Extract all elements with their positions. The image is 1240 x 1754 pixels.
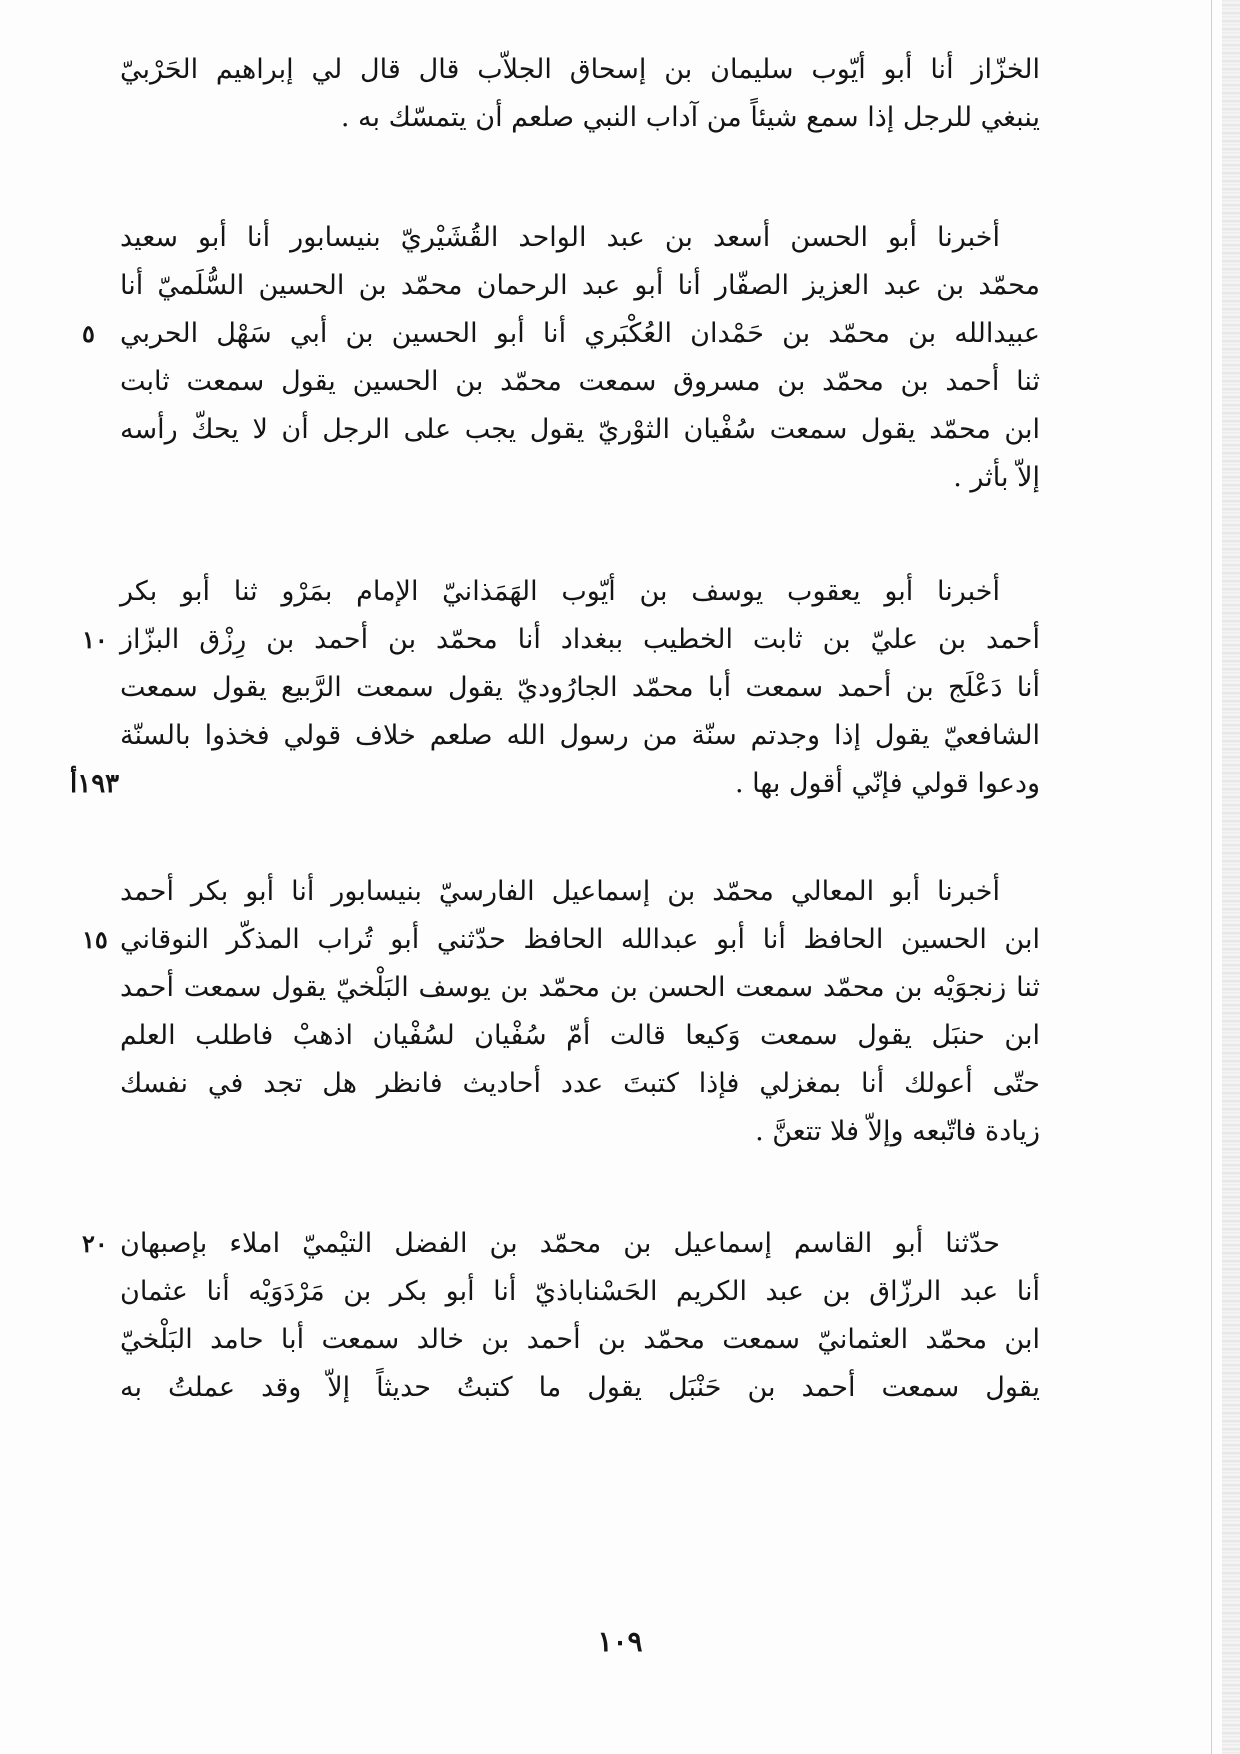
text-line-with-marker bbox=[82, 916, 1040, 964]
line-number-marker: ١٠ bbox=[82, 625, 108, 654]
paragraph-1 bbox=[120, 46, 1040, 142]
text-line: أنا عبد الرزّاق بن عبد الكريم الحَسْناباذيّ أنا أبو بكر بن مَرْدَوَيْه أنا عثمان bbox=[120, 1276, 1040, 1307]
text-line: ابن محمّد العثمانيّ سمعت محمّد بن أحمد بن خالد سمعت أبا حامد البَلْخيّ bbox=[120, 1324, 1040, 1355]
text-line: حدّثنا أبو القاسم إسماعيل بن محمّد بن الفضل التيْميّ املاء بإصبهان bbox=[120, 1228, 1000, 1259]
scan-line bbox=[1211, 0, 1212, 1754]
page-number: ١٠٩ bbox=[597, 1625, 643, 1658]
text-line: أحمد بن عليّ بن ثابت الخطيب ببغداد أنا محمّد بن أحمد بن رِزْق البزّاز bbox=[120, 624, 1040, 655]
line-number-marker: ٢٠ bbox=[82, 1229, 108, 1258]
text-line: ثنا أحمد بن محمّد بن مسروق سمعت محمّد بن الحسين يقول سمعت ثابت bbox=[120, 366, 1040, 397]
text-line: ابن حنبَل يقول سمعت وَكيعا قالت أمّ سُفْيان لسُفْيان اذهبْ فاطلب العلم bbox=[120, 1020, 1040, 1051]
text-line: عبيدالله بن محمّد بن حَمْدان العُكْبَري أنا أبو الحسين بن أبي سَهْل الحربي bbox=[120, 318, 1040, 349]
text-line: ثنا زنجوَيْه بن محمّد سمعت الحسن بن محمّد بن يوسف البَلْخيّ يقول سمعت أحمد bbox=[120, 972, 1040, 1003]
text-line-with-marker bbox=[82, 310, 1040, 358]
text-line: ابن الحسين الحافظ أنا أبو عبدالله الحافظ حدّثني أبو تُراب المذكّر النوقاني bbox=[120, 924, 1040, 955]
line-number-marker: ١٥ bbox=[82, 925, 108, 954]
text-line: ابن محمّد يقول سمعت سُفْيان الثوْريّ يقول يجب على الرجل أن لا يحكّ رأسه bbox=[120, 414, 1040, 445]
paragraph-5 bbox=[82, 1220, 1040, 1412]
text-line: إلاّ بأثر . bbox=[953, 462, 1040, 493]
text-line: زيادة فاتّبعه وإلاّ فلا تتعنَّ . bbox=[755, 1116, 1040, 1147]
paragraph-3 bbox=[70, 568, 1040, 808]
text-line: الخزّاز أنا أبو أيّوب سليمان بن إسحاق الجلاّب قال قال لي إبراهيم الحَرْبيّ bbox=[120, 54, 1040, 85]
text-line: أخبرنا أبو يعقوب يوسف بن أيّوب الهَمَذانيّ الإمام بمَرْو ثنا أبو بكر bbox=[120, 576, 1000, 607]
text-line: أنا دَعْلَج بن أحمد سمعت أبا محمّد الجارُوديّ يقول سمعت الرَّبيع يقول سمعت bbox=[120, 672, 1040, 703]
paragraph-4 bbox=[82, 868, 1040, 1156]
text-line-with-folio bbox=[70, 760, 1040, 808]
text-line: ودعوا قولي فإنّي أقول بها . bbox=[734, 768, 1040, 799]
text-line: ينبغي للرجل إذا سمع شيئاً من آداب النبي صلعم أن يتمسّك به . bbox=[340, 102, 1040, 133]
folio-marker: ١٩٣أ bbox=[70, 769, 120, 799]
text-line-with-marker bbox=[82, 1220, 1040, 1268]
text-line: حتّى أعولك أنا بمغزلي فإذا كتبتَ عدد أحاديث فانظر هل تجد في نفسك bbox=[120, 1068, 1040, 1099]
text-line: أخبرنا أبو الحسن أسعد بن عبد الواحد القُشَيْريّ بنيسابور أنا أبو سعيد bbox=[120, 222, 1000, 253]
line-number-marker: ٥ bbox=[82, 319, 95, 348]
text-line: الشافعيّ يقول إذا وجدتم سنّة من رسول الله صلعم خلاف قولي فخذوا بالسنّة bbox=[120, 720, 1040, 751]
text-line-with-marker bbox=[82, 616, 1040, 664]
text-line: يقول سمعت أحمد بن حَنْبَل يقول ما كتبتُ حديثاً إلاّ وقد عملتُ به bbox=[120, 1372, 1040, 1403]
text-line: أخبرنا أبو المعالي محمّد بن إسماعيل الفارسيّ بنيسابور أنا أبو بكر أحمد bbox=[120, 876, 1000, 907]
scan-edge bbox=[1222, 0, 1240, 1754]
text-line: محمّد بن عبد العزيز الصفّار أنا أبو عبد الرحمان محمّد بن الحسين السُّلَميّ أنا bbox=[120, 270, 1040, 301]
paragraph-2 bbox=[82, 214, 1040, 502]
